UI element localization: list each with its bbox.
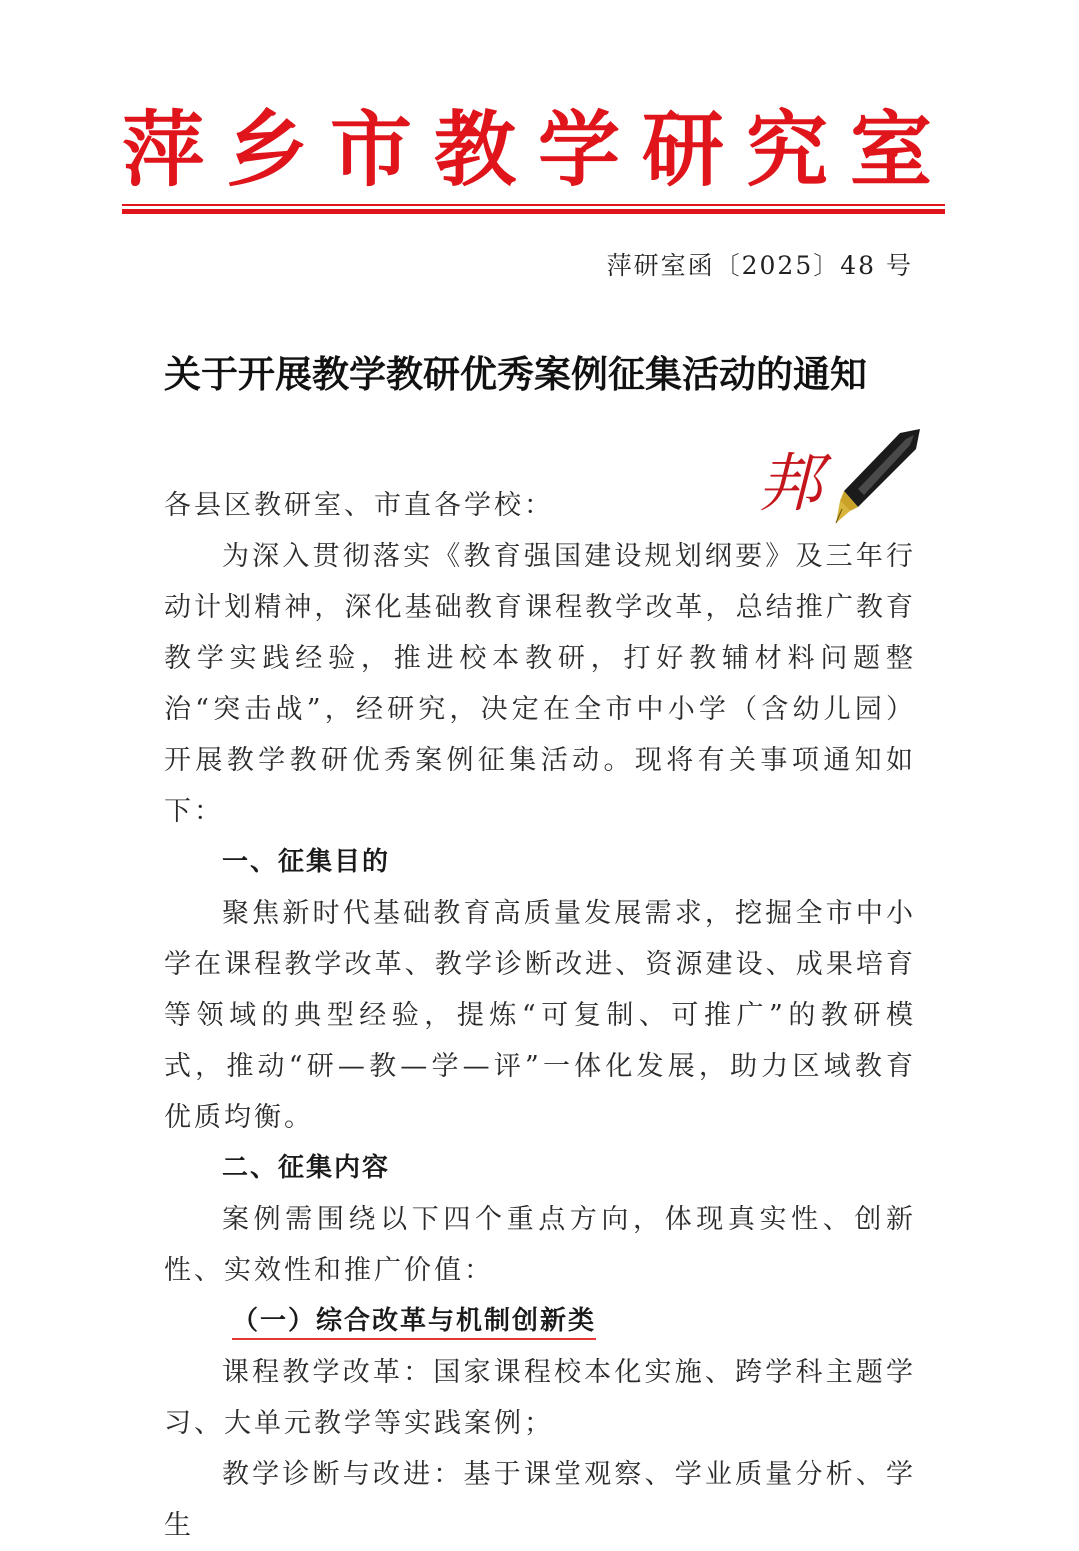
document-number: 萍研室函〔2025〕48 号	[606, 251, 913, 280]
intro-paragraph: 为深入贯彻落实《教育强国建设规划纲要》及三年行动计划精神，深化基础教育课程教学改革，总结推广教育教学实践经验，推进校本教研，打好教辅材料问题整治“突击战”，经研究，决定在全市中小学（含幼儿园）开展教学教研优秀案例征集活动。现将有关事项通知如下：	[164, 541, 916, 827]
section-heading-purpose: 一、征集目的	[222, 847, 391, 877]
section-heading-content: 二、征集内容	[222, 1153, 391, 1183]
list-item-teaching-diagnosis: 教学诊断与改进：基于课堂观察、学业质量分析、学生	[164, 1459, 916, 1541]
subsection-heading-text: （一）综合改革与机制创新类	[232, 1306, 596, 1340]
header-divider-thick	[122, 209, 945, 214]
list-item-curriculum-reform: 课程教学改革：国家课程校本化实施、跨学科主题学习、大单元教学等实践案例；	[164, 1357, 916, 1439]
document-body	[164, 480, 916, 1551]
purpose-paragraph: 聚焦新时代基础教育高质量发展需求，挖掘全市中小学在课程教学改革、教学诊断改进、资源建设、成果培育等领域的典型经验，提炼“可复制、可推广”的教研模式，推动“研—教—学—评”一体化发展，助力区域教育优质均衡。	[164, 898, 916, 1133]
signature-mark: 邦	[758, 447, 822, 521]
salutation: 各县区教研室、市直各学校：	[164, 490, 554, 521]
subsection-heading-reform	[164, 1296, 916, 1347]
header-divider-thin	[122, 204, 945, 206]
org-header-title: 萍乡市教学研究室	[122, 102, 955, 198]
content-paragraph: 案例需围绕以下四个重点方向，体现真实性、创新性、实效性和推广价值：	[164, 1204, 916, 1286]
document-title: 关于开展教学教研优秀案例征集活动的通知	[164, 353, 867, 396]
